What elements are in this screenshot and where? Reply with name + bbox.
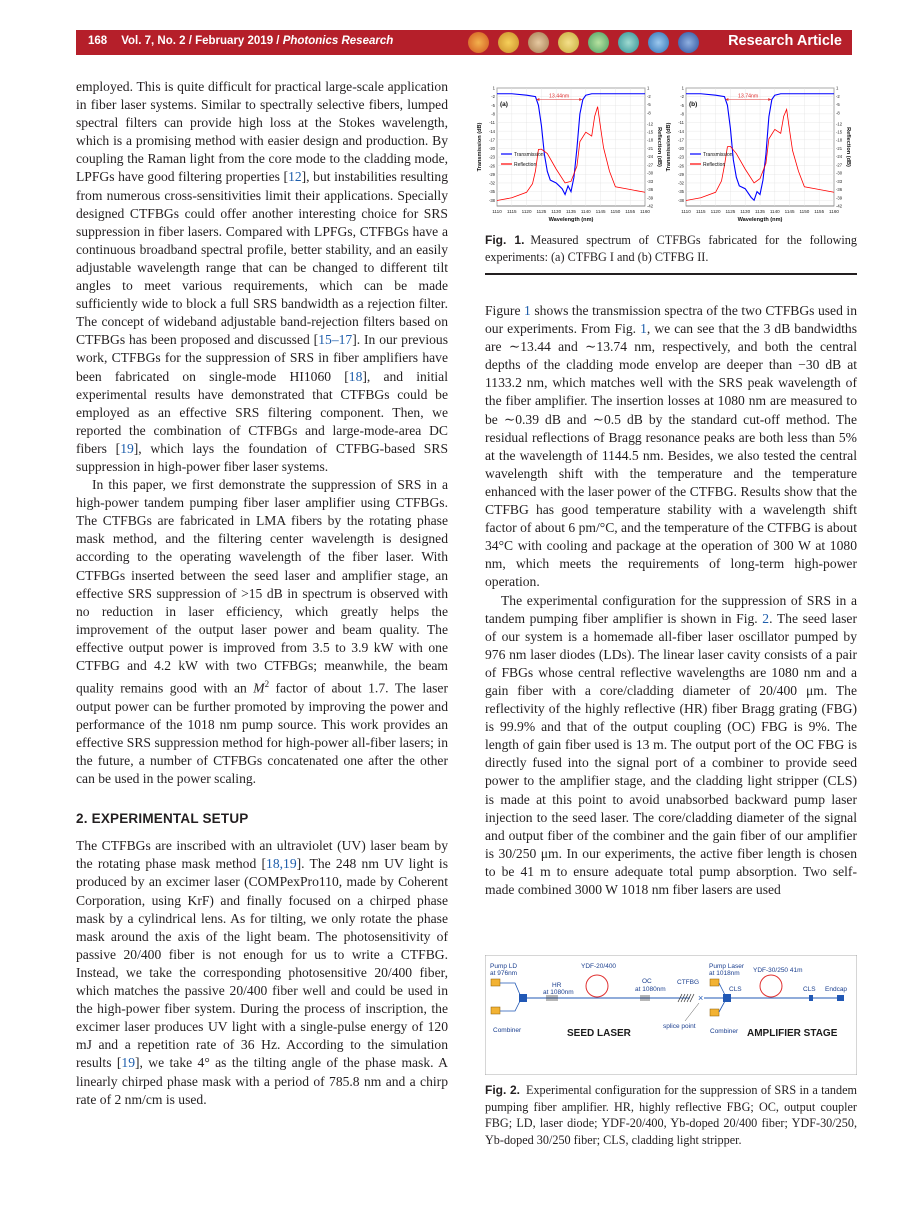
splice-point-label: splice point	[663, 1023, 696, 1030]
figure-link[interactable]: 1	[524, 303, 531, 318]
legend-label: Reflection	[514, 161, 537, 168]
x-tick-label: 1160	[640, 209, 650, 214]
legend-label: Transmission	[703, 151, 733, 158]
pump-ld-box	[491, 1007, 500, 1014]
citation-link[interactable]: 15–17	[318, 332, 353, 348]
figure-link[interactable]: 1	[640, 321, 647, 337]
decorative-circle-5	[588, 32, 609, 53]
x-tick-label: 1150	[610, 209, 621, 214]
y2-tick-label: -8	[836, 110, 840, 116]
hr-label: HR	[552, 982, 562, 989]
cls-label: CLS	[803, 986, 816, 993]
panel-label: (b)	[689, 101, 698, 108]
y2-tick-label: 1	[647, 85, 650, 91]
y2-axis-label: Reflection (dB)	[845, 127, 851, 167]
paragraph: In this paper, we first demonstrate the suppression of SRS in a high-power tandem pumping fiber laser amplifier using CTFBGs. The CTFBGs are fabricated in LMA fibers by the rotating phase mask method, and the filtering center wavelength is designed according to the operating wavelength of the fiber laser. With CTFBGs inserted between the seed laser and amplifier stage, an effective SRS suppression of >15 dB in spectrum is observed with no reduction in laser efficiency, which greatly helps the improvement of the output laser power and beam quality. The effective output power is improved from 3.5 to 3.9 kW with one CTFBG and 4.2 kW with two CTFBGs; meanwhile, the beam quality remains good with an $M^2$ factor of about 1.7. The laser output power can be further promoted by improving the power and performance of the 1018 nm pump source. This work provides an effective SRS suppression method for high-power all-fiber lasers; in the future, a number of CTFBGs concatenated one after the other can be used in the power scaling.	[76, 477, 448, 787]
splice-point-icon: ×	[698, 993, 704, 1003]
y-tick-label: -14	[488, 128, 495, 134]
ydf-seed-label: YDF-20/400	[581, 963, 617, 970]
pump-laser-label: Pump Laser	[709, 963, 745, 970]
bandwidth-label: 13.44nm	[549, 93, 570, 100]
paragraph: The experimental configuration for the suppression of SRS in a tandem pumping fiber amplifier is shown in Fig. 2. The seed laser of our system is a homemade all-fiber laser oscillator pumped by 976 nm laser diodes (LDs). The linear laser cavity consists of a pair of FBGs whose central reflective wavelengths are 1080 nm and a gain fiber with a core/cladding diameter of 20/400 μm. The reflectivity of the highly reflective (HR) fiber Bragg grating (FBG) is 99.9% and that of the output coupling (OC) FBG is 9%. The length of gain fiber used is 13 m. The output port of the OC FBG is directly fused into the signal port of a combiner to provide seed power to the amplifier stage, and the cladding light stripper (CLS) is made at this point to avoid unabsorbed backward pump laser injection to the seed laser. The core/cladding diameter of the signal and output fiber of the combiner and the gain fiber of our amplifier is 30/250 μm. In our experiments, the active fiber length is chosen to be 41 m to ensure adequate total pump absorption. Two self-made combined 3000 W 1018 nm fiber lasers are used	[485, 592, 857, 897]
bandwidth-label: 13.74nm	[738, 93, 759, 100]
y-tick-label: -20	[677, 146, 684, 152]
y2-tick-label: -27	[647, 162, 654, 168]
y-tick-label: -17	[488, 137, 495, 143]
y-tick-label: -38	[677, 197, 684, 203]
x-tick-label: 1140	[769, 209, 780, 214]
x-tick-label: 1130	[551, 209, 562, 214]
y2-tick-label: -18	[647, 137, 654, 143]
y2-tick-label: -39	[836, 195, 843, 201]
x-tick-label: 1110	[681, 209, 691, 214]
right-column	[485, 302, 857, 899]
pump-laser-box	[710, 979, 719, 986]
pump-laser-wavelength: at 1018nm	[709, 970, 740, 977]
y-tick-label: -32	[488, 180, 495, 186]
y2-tick-label: -12	[647, 121, 654, 127]
endcap-label: Endcap	[825, 986, 848, 993]
pump-ld-box	[491, 979, 500, 986]
page-number: 168	[88, 35, 108, 47]
x-tick-label: 1155	[625, 209, 636, 214]
decorative-circle-8	[678, 32, 699, 53]
x-tick-label: 1115	[507, 209, 517, 214]
y-tick-label: -23	[488, 154, 495, 160]
x-tick-label: 1135	[755, 209, 765, 214]
y-tick-label: -8	[680, 111, 684, 117]
y-tick-label: -2	[491, 94, 495, 100]
y2-tick-label: -12	[836, 121, 843, 127]
x-tick-label: 1155	[814, 209, 825, 214]
x-tick-label: 1135	[566, 209, 576, 214]
paragraph: The CTFBGs are inscribed with an ultraviolet (UV) laser beam by the rotating phase mask method [18,19]. The 248 nm UV light is produced by an excimer laser (COMPexPro110, made by Coherent Corporation, using KrF) and finally focused on a chirped phase mask by a cylindrical lens. As for tilting, we only rotate the phase mask around the axis of the light beam. The photosensitivity of passive 20/400 fiber is not enough for us to write a CTFBG. Instead, we take the corresponding photosensitive 20/400 fiber, which matches the passive 20/400 fiber well and could be used in the high-power fiber system. During the process of inscription, the excimer laser produces UV light with a single-pulse energy of 120 mJ and a repetition rate of 36 Hz. According to the simulation results [19], we take 4° as the tilting angle of the phase mask. A linearly chirped phase mask with a period of 785.8 nm and a chirp rate of 2 nm/cm is used.	[76, 838, 448, 1107]
panel-label: (a)	[500, 101, 508, 108]
y-tick-label: 1	[492, 85, 495, 91]
y-tick-label: -11	[489, 120, 495, 126]
x-tick-label: 1110	[492, 209, 502, 214]
pump-laser-box	[710, 1009, 719, 1016]
figure-divider	[485, 273, 857, 275]
y2-tick-label: -5	[836, 102, 840, 108]
y2-tick-label: -15	[836, 129, 843, 135]
y-tick-label: -26	[488, 163, 495, 169]
y2-tick-label: -33	[647, 178, 654, 184]
figure-2-caption: Fig. 2. Experimental configuration for the suppression of SRS in a tandem pumping fiber amplifier. HR, highly reflective FBG; OC, output coupler FBG; LD, laser diode; YDF-20/400, Yb-doped 20/400 fiber; YDF-30/250, Yb-doped 30/250 fiber; CLS, cladding light stripper.	[485, 1083, 858, 1147]
decorative-circle-6	[618, 32, 639, 53]
decorative-circle-7	[648, 32, 669, 53]
citation-link[interactable]: 12	[288, 169, 302, 185]
decorative-circle-2	[498, 32, 519, 53]
citation-link[interactable]: 19	[121, 1055, 135, 1071]
y2-tick-label: -2	[647, 93, 651, 99]
figure-2-diagram	[485, 955, 857, 1075]
chart-panel-a	[477, 86, 662, 223]
pump-ld-label: Pump LD	[490, 963, 518, 970]
y-tick-label: -17	[677, 137, 684, 143]
page-header	[76, 30, 852, 55]
x-tick-label: 1160	[829, 209, 839, 214]
y-tick-label: -5	[680, 102, 684, 108]
header-journal-info	[88, 35, 393, 47]
y-tick-label: -23	[677, 154, 684, 160]
legend-label: Transmission	[514, 151, 544, 158]
paragraph: employed. This is quite difficult for practical large-scale application in fiber laser systems. Similar to spectrally selective fibers, lumped spectral filters can provide high loss at the Stokes wavelength, which is a promising method with easier design and production. By coupling the Raman light from the core mode to the cladding mode, LPFGs have good filtering properties [12], but instabilities resulting from numerous cross-sensitivities limit their applications. Specially designed CTFBGs could offer another interesting choice for SRS suppression in fiber lasers. Compared with LPFGs, CTFBGs have a continuous broadband spectral profile, better stability, and an easily adjustable wavelength range that can be changed to different tilt angles to meet various requirements, which can be made sufficiently wide to block a full SRS bandwidth as a rejection filter. The concept of wideband adjustable band-rejection filters based on CTFBGs has been proposed and discussed [15–17]. In our previous work, CTFBGs for the suppression of SRS in fiber amplifiers have been fabricated on single-mode HI1060 [18], and initial experimental results have demonstrated that CTFBGs could be employed as an effective SRS filtering component. Then, we reported the combination of CTFBGs and large-mode-area DC fibers [19], which lays the foundation of CTFBG-based SRS suppression in high-power fiber laser systems.	[76, 79, 449, 474]
y-axis-label: Transmission (dB)	[666, 122, 672, 172]
y2-tick-label: -30	[647, 170, 654, 176]
figure-label: Fig. 2.	[485, 1083, 521, 1097]
y-tick-label: -38	[488, 197, 495, 203]
x-axis-label: Wavelength (nm)	[737, 217, 783, 223]
decorative-circle-1	[468, 32, 489, 53]
figure-1-chart	[475, 82, 855, 232]
x-tick-label: 1145	[784, 209, 795, 214]
y-tick-label: -35	[488, 189, 495, 195]
y2-tick-label: -18	[836, 137, 843, 143]
y2-tick-label: -30	[836, 170, 843, 176]
y2-tick-label: -33	[836, 178, 843, 184]
journal-volume: Vol. 7, No. 2 / February 2019 /	[121, 35, 283, 47]
x-tick-label: 1115	[696, 209, 706, 214]
ydf-amp-label: YDF-30/250 41m	[753, 967, 803, 974]
y-tick-label: -29	[488, 171, 495, 177]
combiner-box	[519, 994, 527, 1002]
oc-label: OC	[642, 978, 652, 985]
chart-panel-b	[666, 86, 851, 223]
y2-tick-label: -27	[836, 162, 843, 168]
y-tick-label: -5	[491, 102, 495, 108]
y2-tick-label: -21	[647, 145, 654, 151]
y2-tick-label: -36	[647, 187, 654, 193]
combiner-label: Combiner	[493, 1027, 522, 1034]
y2-tick-label: -36	[836, 187, 843, 193]
amp-combiner-label: Combiner	[710, 1028, 739, 1035]
y-tick-label: -2	[680, 94, 684, 100]
y-tick-label: -35	[677, 189, 684, 195]
cls-label: CLS	[729, 986, 742, 993]
y-axis-label: Transmission (dB)	[477, 122, 483, 172]
y2-tick-label: -5	[647, 102, 651, 108]
y-tick-label: -26	[677, 163, 684, 169]
ctfbg-label: CTFBG	[677, 979, 700, 986]
figure-label: Fig. 1.	[485, 233, 525, 247]
citation-link[interactable]: 18,19	[266, 856, 297, 872]
x-tick-label: 1145	[595, 209, 606, 214]
x-axis-label: Wavelength (nm)	[548, 217, 594, 223]
x-tick-label: 1150	[799, 209, 810, 214]
y2-tick-label: -39	[647, 195, 654, 201]
figure-link[interactable]: 2	[762, 610, 770, 626]
section-heading: 2. EXPERIMENTAL SETUP	[76, 811, 249, 827]
endcap-box	[837, 995, 844, 1001]
cls-box	[809, 995, 813, 1001]
oc-wavelength: at 1080nm	[635, 986, 666, 993]
amp-combiner-box	[723, 994, 731, 1002]
amplifier-stage-label: AMPLIFIER STAGE	[747, 1028, 838, 1039]
hr-wavelength: at 1080nm	[543, 989, 574, 996]
y-tick-label: -32	[677, 180, 684, 186]
y2-tick-label: -8	[647, 110, 651, 116]
y-tick-label: -8	[491, 111, 495, 117]
y-tick-label: 1	[681, 85, 684, 91]
legend-label: Reflection	[703, 161, 726, 168]
y2-tick-label: -42	[647, 203, 654, 209]
paragraph: Figure 1 shows the transmission spectra of the two CTFBGs used in our experiments. From Fig. 1, we can see that the 3 dB bandwidths are ∼13.44 and ∼13.74 nm, respectively, and both the central depths of the cladding mode envelop are deeper than −30 dB at 1133.2 nm, which matches well with the SRS peak wavelength of the fiber amplifier. The insertion losses at 1080 nm are measured to be ∼0.39 dB and ∼0.5 dB by the standard cut-off method. The residual reflections of Bragg resonance peaks are both less than 5% at the wavelength of 1144.5 nm. Besides, we also tested the central wavelength shift with the temperature and the temperature enhanced with the laser power of the CTFBG. Results show that the CTFBG has good temperature stability with a wavelength shift factor of about 6 pm/°C, and the temperature of the CTFBG is about 34°C with cooling and package at the operation of 300 W at 1080 nm, which meets the requirements of long-term high-power operation.	[485, 303, 858, 590]
x-tick-label: 1130	[740, 209, 751, 214]
y2-tick-label: -21	[836, 145, 843, 151]
figure-1-caption: Fig. 1. Measured spectrum of CTFBGs fabricated for the following experiments: (a) CTFBG I and (b) CTFBG II.	[485, 233, 857, 264]
journal-name: Photonics Research	[282, 35, 394, 47]
citation-link[interactable]: 18	[348, 368, 363, 384]
seed-stage-label: SEED LASER	[567, 1028, 631, 1039]
citation-link[interactable]: 19	[120, 440, 134, 456]
y2-tick-label: -2	[836, 93, 840, 99]
decorative-circle-3	[528, 32, 549, 53]
pump-ld-wavelength: at 976nm	[490, 970, 518, 977]
y2-tick-label: 1	[836, 85, 839, 91]
decorative-circle-4	[558, 32, 579, 53]
x-tick-label: 1120	[521, 209, 532, 214]
y2-tick-label: -15	[647, 129, 654, 135]
y-tick-label: -29	[677, 171, 684, 177]
y2-tick-label: -24	[647, 154, 654, 160]
y-tick-label: -14	[677, 128, 684, 134]
x-tick-label: 1120	[710, 209, 721, 214]
x-tick-label: 1125	[536, 209, 547, 214]
y-tick-label: -11	[678, 120, 684, 126]
y2-tick-label: -24	[836, 154, 843, 160]
y2-tick-label: -42	[836, 203, 843, 209]
left-column	[76, 78, 448, 1109]
y2-axis-label: Reflection (dB)	[656, 127, 662, 167]
x-tick-label: 1125	[725, 209, 736, 214]
x-tick-label: 1140	[580, 209, 591, 214]
article-type: Research Article	[728, 33, 842, 49]
y-tick-label: -20	[488, 146, 495, 152]
